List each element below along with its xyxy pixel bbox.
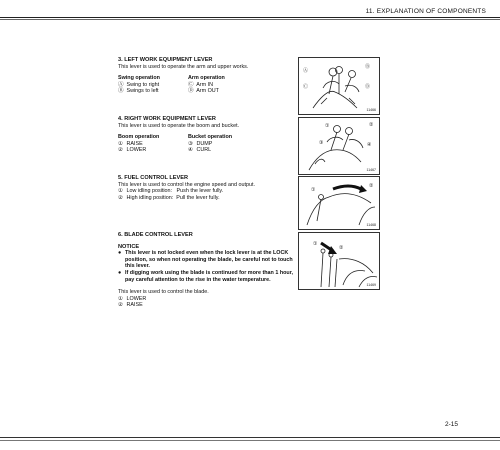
figure-left-lever xyxy=(298,57,380,115)
arm-operation-column xyxy=(188,75,268,95)
column-heading: Arm operation xyxy=(188,75,225,82)
list-item: ② RAISE xyxy=(118,302,143,309)
section-fuel-control-lever xyxy=(118,175,293,201)
figure-label: ④ xyxy=(367,142,372,148)
section-blade-control-lever xyxy=(118,232,293,309)
arrow-icon xyxy=(333,186,361,189)
fuel-lever-illustration xyxy=(299,177,379,229)
figure-label: Ⓒ xyxy=(303,84,309,90)
figure-label: Ⓑ xyxy=(365,64,371,70)
notice-item: ● This lever is not locked even when the lock lever is at the LOCK position, so when not operating the blade, be careful not to touch this lever. xyxy=(118,250,293,270)
figure-right-lever xyxy=(298,117,380,175)
list-item: ① Low idling position: Push the lever fully. xyxy=(118,188,224,195)
list-item: Ⓒ Arm IN xyxy=(188,81,213,88)
column-heading: Swing operation xyxy=(118,75,160,82)
figure-label: ② xyxy=(369,122,374,128)
figure-label: Ⓓ xyxy=(365,84,371,90)
section-right-work-lever xyxy=(118,116,293,154)
figure-label: ① xyxy=(311,187,316,193)
figure-number: 11468 xyxy=(366,223,376,227)
right-lever-illustration xyxy=(299,118,379,174)
list-item: Ⓑ Swings to left xyxy=(118,88,159,95)
column-heading: Boom operation xyxy=(118,134,160,141)
list-item: Ⓐ Swing to right xyxy=(118,81,160,88)
notice-item: ● If digging work using the blade is continued for more than 1 hour, pay careful attention to the rise in the water temperature. xyxy=(118,269,294,283)
swing-operation-column xyxy=(118,75,180,95)
section-description: This lever is used to operate the boom and bucket. xyxy=(118,122,240,129)
header-rule xyxy=(0,17,500,18)
figure-label: Ⓐ xyxy=(303,68,309,74)
section-description: This lever is used to operate the arm and upper works. xyxy=(118,63,249,70)
figure-fuel-lever xyxy=(298,176,380,230)
figure-label: ② xyxy=(339,245,344,251)
figure-number: 11467 xyxy=(366,168,376,172)
figure-label: ③ xyxy=(319,140,324,146)
figure-number: 11469 xyxy=(366,283,376,287)
footer-rule xyxy=(0,437,500,438)
list-item: ④ CURL xyxy=(188,147,212,154)
list-item: Ⓓ Arm OUT xyxy=(188,88,219,95)
bucket-operation-column xyxy=(188,134,268,154)
notice-label: NOTICE xyxy=(118,243,140,250)
header-title: 11. EXPLANATION OF COMPONENTS xyxy=(365,8,486,15)
figure-blade-lever xyxy=(298,232,380,290)
page-number: 2-15 xyxy=(445,421,459,428)
footer-rule-thin xyxy=(0,440,500,441)
figure-label: ② xyxy=(369,183,374,189)
list-item: ② LOWER xyxy=(118,147,147,154)
section-title: 3. LEFT WORK EQUIPMENT LEVER xyxy=(118,57,213,63)
boom-operation-column xyxy=(118,134,180,154)
list-item: ① RAISE xyxy=(118,140,143,147)
section-title: 5. FUEL CONTROL LEVER xyxy=(118,175,189,181)
blade-lever-illustration xyxy=(299,233,379,289)
section-left-work-lever xyxy=(118,57,293,95)
figure-label: ① xyxy=(325,123,330,129)
section-description: This lever is used to control the blade. xyxy=(118,289,209,296)
header-rule-thin xyxy=(0,19,500,20)
list-item: ③ DUMP xyxy=(188,140,213,147)
column-heading: Bucket operation xyxy=(188,134,233,141)
figure-label: ① xyxy=(313,241,318,247)
list-item: ① LOWER xyxy=(118,295,147,302)
operation-columns xyxy=(118,134,293,154)
operation-columns xyxy=(118,75,293,95)
left-lever-illustration xyxy=(299,58,379,114)
figure-number: 11466 xyxy=(366,108,376,112)
section-title: 6. BLADE CONTROL LEVER xyxy=(118,232,193,238)
section-title: 4. RIGHT WORK EQUIPMENT LEVER xyxy=(118,116,216,122)
section-description: This lever is used to control the engine speed and output. xyxy=(118,181,255,188)
list-item: ② High idling position: Pull the lever fully. xyxy=(118,194,220,201)
